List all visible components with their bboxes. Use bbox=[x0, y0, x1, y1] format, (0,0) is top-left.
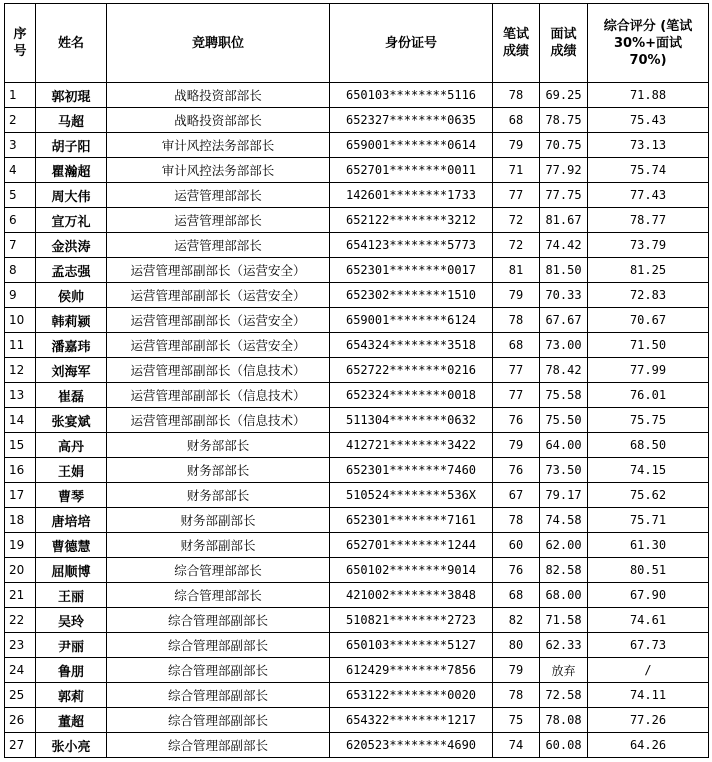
cell-total-score: 75.62 bbox=[588, 483, 709, 508]
cell-index: 22 bbox=[5, 608, 36, 633]
cell-name: 曹德慧 bbox=[36, 533, 107, 558]
cell-total-score: 74.15 bbox=[588, 458, 709, 483]
cell-name: 孟志强 bbox=[36, 258, 107, 283]
cell-name: 侯帅 bbox=[36, 283, 107, 308]
cell-id-number: 659001********0614 bbox=[330, 133, 493, 158]
table-row bbox=[5, 483, 709, 508]
cell-total-score: 71.88 bbox=[588, 83, 709, 108]
cell-name: 金洪涛 bbox=[36, 233, 107, 258]
table-row bbox=[5, 433, 709, 458]
cell-name: 韩莉颍 bbox=[36, 308, 107, 333]
cell-index: 21 bbox=[5, 583, 36, 608]
cell-written-score: 60 bbox=[493, 533, 540, 558]
results-table bbox=[4, 3, 709, 758]
cell-written-score: 78 bbox=[493, 508, 540, 533]
cell-total-score: 77.26 bbox=[588, 708, 709, 733]
cell-position: 战略投资部部长 bbox=[107, 108, 330, 133]
cell-index: 18 bbox=[5, 508, 36, 533]
cell-position: 综合管理部部长 bbox=[107, 558, 330, 583]
cell-written-score: 77 bbox=[493, 183, 540, 208]
header-id-number: 身份证号 bbox=[330, 4, 493, 83]
cell-written-score: 74 bbox=[493, 733, 540, 758]
header-written-score: 笔试成绩 bbox=[493, 4, 540, 83]
cell-total-score: / bbox=[588, 658, 709, 683]
cell-position: 综合管理部副部长 bbox=[107, 658, 330, 683]
cell-position: 运营管理部部长 bbox=[107, 233, 330, 258]
table-row bbox=[5, 408, 709, 433]
cell-interview-score: 75.58 bbox=[540, 383, 588, 408]
cell-index: 12 bbox=[5, 358, 36, 383]
cell-id-number: 652122********3212 bbox=[330, 208, 493, 233]
cell-id-number: 650103********5116 bbox=[330, 83, 493, 108]
cell-position: 综合管理部副部长 bbox=[107, 608, 330, 633]
table-row bbox=[5, 358, 709, 383]
cell-position: 战略投资部部长 bbox=[107, 83, 330, 108]
cell-written-score: 72 bbox=[493, 233, 540, 258]
cell-total-score: 80.51 bbox=[588, 558, 709, 583]
cell-position: 综合管理部副部长 bbox=[107, 708, 330, 733]
cell-id-number: 652701********0011 bbox=[330, 158, 493, 183]
cell-id-number: 142601********1733 bbox=[330, 183, 493, 208]
cell-name: 唐培培 bbox=[36, 508, 107, 533]
cell-written-score: 68 bbox=[493, 333, 540, 358]
cell-interview-score: 78.08 bbox=[540, 708, 588, 733]
cell-index: 14 bbox=[5, 408, 36, 433]
cell-index: 8 bbox=[5, 258, 36, 283]
cell-position: 运营管理部副部长（信息技术） bbox=[107, 358, 330, 383]
cell-written-score: 67 bbox=[493, 483, 540, 508]
cell-written-score: 77 bbox=[493, 383, 540, 408]
cell-index: 15 bbox=[5, 433, 36, 458]
table-row bbox=[5, 233, 709, 258]
table-row bbox=[5, 183, 709, 208]
cell-interview-score: 放弃 bbox=[540, 658, 588, 683]
cell-name: 马超 bbox=[36, 108, 107, 133]
cell-index: 5 bbox=[5, 183, 36, 208]
cell-total-score: 74.11 bbox=[588, 683, 709, 708]
cell-interview-score: 78.75 bbox=[540, 108, 588, 133]
cell-interview-score: 81.50 bbox=[540, 258, 588, 283]
cell-total-score: 73.79 bbox=[588, 233, 709, 258]
cell-interview-score: 67.67 bbox=[540, 308, 588, 333]
cell-written-score: 81 bbox=[493, 258, 540, 283]
cell-written-score: 68 bbox=[493, 583, 540, 608]
cell-written-score: 78 bbox=[493, 83, 540, 108]
cell-index: 7 bbox=[5, 233, 36, 258]
cell-id-number: 652301********7460 bbox=[330, 458, 493, 483]
header-position: 竞聘职位 bbox=[107, 4, 330, 83]
table-row bbox=[5, 633, 709, 658]
cell-position: 综合管理部副部长 bbox=[107, 633, 330, 658]
cell-interview-score: 68.00 bbox=[540, 583, 588, 608]
cell-total-score: 75.74 bbox=[588, 158, 709, 183]
cell-index: 10 bbox=[5, 308, 36, 333]
cell-id-number: 652301********7161 bbox=[330, 508, 493, 533]
cell-written-score: 79 bbox=[493, 433, 540, 458]
cell-index: 11 bbox=[5, 333, 36, 358]
table-row bbox=[5, 583, 709, 608]
cell-name: 胡子阳 bbox=[36, 133, 107, 158]
cell-position: 运营管理部部长 bbox=[107, 208, 330, 233]
cell-written-score: 82 bbox=[493, 608, 540, 633]
cell-total-score: 74.61 bbox=[588, 608, 709, 633]
cell-index: 25 bbox=[5, 683, 36, 708]
cell-id-number: 654123********5773 bbox=[330, 233, 493, 258]
cell-index: 20 bbox=[5, 558, 36, 583]
cell-index: 6 bbox=[5, 208, 36, 233]
table-row bbox=[5, 508, 709, 533]
cell-interview-score: 64.00 bbox=[540, 433, 588, 458]
cell-total-score: 75.43 bbox=[588, 108, 709, 133]
cell-total-score: 70.67 bbox=[588, 308, 709, 333]
cell-position: 综合管理部部长 bbox=[107, 583, 330, 608]
cell-position: 财务部部长 bbox=[107, 458, 330, 483]
cell-position: 财务部副部长 bbox=[107, 508, 330, 533]
cell-total-score: 77.99 bbox=[588, 358, 709, 383]
cell-name: 王娟 bbox=[36, 458, 107, 483]
header-interview-score: 面试成绩 bbox=[540, 4, 588, 83]
cell-written-score: 79 bbox=[493, 658, 540, 683]
cell-name: 高丹 bbox=[36, 433, 107, 458]
cell-id-number: 511304********0632 bbox=[330, 408, 493, 433]
cell-name: 刘海军 bbox=[36, 358, 107, 383]
cell-interview-score: 77.92 bbox=[540, 158, 588, 183]
cell-position: 运营管理部副部长（信息技术） bbox=[107, 383, 330, 408]
cell-name: 张小亮 bbox=[36, 733, 107, 758]
header-index: 序号 bbox=[5, 4, 36, 83]
cell-id-number: 412721********3422 bbox=[330, 433, 493, 458]
table-row bbox=[5, 458, 709, 483]
cell-name: 瞿瀚超 bbox=[36, 158, 107, 183]
cell-written-score: 76 bbox=[493, 458, 540, 483]
cell-interview-score: 81.67 bbox=[540, 208, 588, 233]
cell-position: 运营管理部副部长（信息技术） bbox=[107, 408, 330, 433]
table-row bbox=[5, 708, 709, 733]
cell-total-score: 77.43 bbox=[588, 183, 709, 208]
table-row bbox=[5, 658, 709, 683]
cell-position: 运营管理部副部长（运营安全） bbox=[107, 258, 330, 283]
table-row bbox=[5, 258, 709, 283]
cell-name: 郭莉 bbox=[36, 683, 107, 708]
cell-interview-score: 69.25 bbox=[540, 83, 588, 108]
cell-written-score: 68 bbox=[493, 108, 540, 133]
cell-total-score: 67.73 bbox=[588, 633, 709, 658]
table-row bbox=[5, 158, 709, 183]
cell-total-score: 78.77 bbox=[588, 208, 709, 233]
cell-index: 17 bbox=[5, 483, 36, 508]
cell-position: 财务部部长 bbox=[107, 483, 330, 508]
cell-id-number: 654324********3518 bbox=[330, 333, 493, 358]
cell-interview-score: 74.42 bbox=[540, 233, 588, 258]
table-row bbox=[5, 133, 709, 158]
cell-written-score: 77 bbox=[493, 358, 540, 383]
cell-interview-score: 62.33 bbox=[540, 633, 588, 658]
header-row bbox=[5, 4, 709, 83]
cell-index: 24 bbox=[5, 658, 36, 683]
cell-id-number: 653122********0020 bbox=[330, 683, 493, 708]
cell-index: 16 bbox=[5, 458, 36, 483]
cell-interview-score: 74.58 bbox=[540, 508, 588, 533]
cell-interview-score: 70.33 bbox=[540, 283, 588, 308]
cell-id-number: 652324********0018 bbox=[330, 383, 493, 408]
cell-interview-score: 82.58 bbox=[540, 558, 588, 583]
cell-index: 3 bbox=[5, 133, 36, 158]
table-row bbox=[5, 733, 709, 758]
table-row bbox=[5, 683, 709, 708]
table-row bbox=[5, 308, 709, 333]
cell-id-number: 652327********0635 bbox=[330, 108, 493, 133]
table-row bbox=[5, 383, 709, 408]
cell-id-number: 652701********1244 bbox=[330, 533, 493, 558]
cell-position: 运营管理部副部长（运营安全） bbox=[107, 308, 330, 333]
table-row bbox=[5, 208, 709, 233]
cell-interview-score: 72.58 bbox=[540, 683, 588, 708]
cell-id-number: 652301********0017 bbox=[330, 258, 493, 283]
cell-name: 张宴斌 bbox=[36, 408, 107, 433]
cell-interview-score: 75.50 bbox=[540, 408, 588, 433]
cell-name: 尹丽 bbox=[36, 633, 107, 658]
cell-total-score: 67.90 bbox=[588, 583, 709, 608]
cell-interview-score: 70.75 bbox=[540, 133, 588, 158]
table-row bbox=[5, 108, 709, 133]
cell-total-score: 72.83 bbox=[588, 283, 709, 308]
cell-id-number: 510821********2723 bbox=[330, 608, 493, 633]
table-row bbox=[5, 558, 709, 583]
cell-name: 潘嘉玮 bbox=[36, 333, 107, 358]
table-row bbox=[5, 283, 709, 308]
cell-name: 周大伟 bbox=[36, 183, 107, 208]
cell-index: 13 bbox=[5, 383, 36, 408]
header-name: 姓名 bbox=[36, 4, 107, 83]
cell-id-number: 421002********3848 bbox=[330, 583, 493, 608]
cell-name: 屈顺博 bbox=[36, 558, 107, 583]
cell-id-number: 650102********9014 bbox=[330, 558, 493, 583]
cell-name: 曹琴 bbox=[36, 483, 107, 508]
cell-written-score: 79 bbox=[493, 133, 540, 158]
cell-total-score: 75.71 bbox=[588, 508, 709, 533]
cell-written-score: 80 bbox=[493, 633, 540, 658]
cell-name: 董超 bbox=[36, 708, 107, 733]
table-row bbox=[5, 83, 709, 108]
cell-written-score: 72 bbox=[493, 208, 540, 233]
cell-total-score: 75.75 bbox=[588, 408, 709, 433]
cell-interview-score: 73.50 bbox=[540, 458, 588, 483]
cell-written-score: 78 bbox=[493, 683, 540, 708]
cell-interview-score: 71.58 bbox=[540, 608, 588, 633]
cell-index: 9 bbox=[5, 283, 36, 308]
cell-position: 审计风控法务部部长 bbox=[107, 133, 330, 158]
cell-written-score: 79 bbox=[493, 283, 540, 308]
cell-written-score: 71 bbox=[493, 158, 540, 183]
cell-written-score: 76 bbox=[493, 408, 540, 433]
cell-interview-score: 79.17 bbox=[540, 483, 588, 508]
cell-written-score: 75 bbox=[493, 708, 540, 733]
table-row bbox=[5, 333, 709, 358]
cell-position: 财务部副部长 bbox=[107, 533, 330, 558]
cell-position: 审计风控法务部部长 bbox=[107, 158, 330, 183]
cell-index: 4 bbox=[5, 158, 36, 183]
cell-index: 26 bbox=[5, 708, 36, 733]
cell-name: 崔磊 bbox=[36, 383, 107, 408]
cell-written-score: 76 bbox=[493, 558, 540, 583]
cell-index: 19 bbox=[5, 533, 36, 558]
header-total-score: 综合评分 (笔试 30%+面试 70%) bbox=[588, 4, 709, 83]
cell-name: 郭初琨 bbox=[36, 83, 107, 108]
cell-id-number: 652302********1510 bbox=[330, 283, 493, 308]
cell-total-score: 61.30 bbox=[588, 533, 709, 558]
cell-position: 运营管理部部长 bbox=[107, 183, 330, 208]
cell-index: 23 bbox=[5, 633, 36, 658]
cell-total-score: 71.50 bbox=[588, 333, 709, 358]
cell-id-number: 652722********0216 bbox=[330, 358, 493, 383]
table-row bbox=[5, 533, 709, 558]
cell-id-number: 659001********6124 bbox=[330, 308, 493, 333]
cell-id-number: 650103********5127 bbox=[330, 633, 493, 658]
cell-interview-score: 60.08 bbox=[540, 733, 588, 758]
cell-id-number: 510524********536X bbox=[330, 483, 493, 508]
cell-name: 吴玲 bbox=[36, 608, 107, 633]
cell-total-score: 76.01 bbox=[588, 383, 709, 408]
cell-id-number: 620523********4690 bbox=[330, 733, 493, 758]
cell-written-score: 78 bbox=[493, 308, 540, 333]
cell-interview-score: 62.00 bbox=[540, 533, 588, 558]
cell-position: 综合管理部副部长 bbox=[107, 733, 330, 758]
cell-position: 运营管理部副部长（运营安全） bbox=[107, 333, 330, 358]
table-row bbox=[5, 608, 709, 633]
cell-total-score: 64.26 bbox=[588, 733, 709, 758]
cell-total-score: 81.25 bbox=[588, 258, 709, 283]
cell-interview-score: 73.00 bbox=[540, 333, 588, 358]
cell-index: 27 bbox=[5, 733, 36, 758]
cell-position: 综合管理部副部长 bbox=[107, 683, 330, 708]
cell-id-number: 654322********1217 bbox=[330, 708, 493, 733]
cell-interview-score: 77.75 bbox=[540, 183, 588, 208]
cell-total-score: 73.13 bbox=[588, 133, 709, 158]
cell-index: 1 bbox=[5, 83, 36, 108]
cell-position: 运营管理部副部长（运营安全） bbox=[107, 283, 330, 308]
cell-name: 王丽 bbox=[36, 583, 107, 608]
cell-id-number: 612429********7856 bbox=[330, 658, 493, 683]
cell-index: 2 bbox=[5, 108, 36, 133]
cell-position: 财务部部长 bbox=[107, 433, 330, 458]
cell-interview-score: 78.42 bbox=[540, 358, 588, 383]
cell-name: 鲁朋 bbox=[36, 658, 107, 683]
cell-name: 宣万礼 bbox=[36, 208, 107, 233]
cell-total-score: 68.50 bbox=[588, 433, 709, 458]
